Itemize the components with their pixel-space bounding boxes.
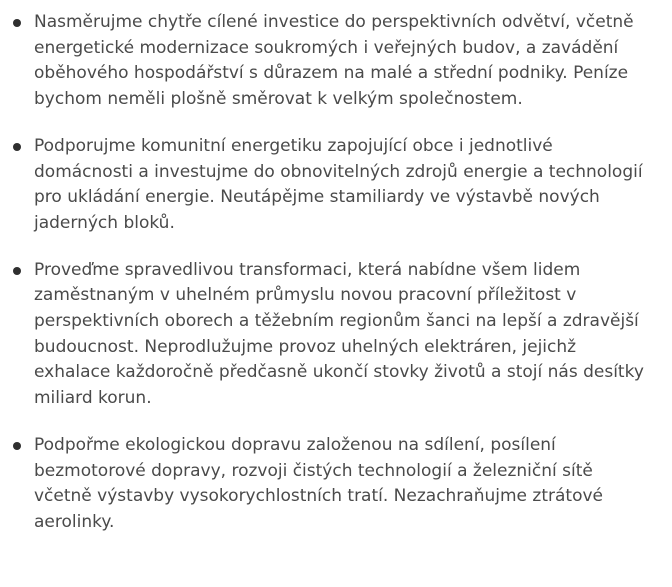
list-item-text: Podporujme komunitní energetiku zapojující obce i jednotlivé domácnosti a investujme do obnovitelných zdrojů energie a technologií pro ukládání energie. Neutápějme stamiliardy ve výstavbě nových jaderných bloků. [34,135,643,233]
bullet-dot-icon [13,19,21,27]
list-item-text: Proveďme spravedlivou transformaci, která nabídne všem lidem zaměstnaným v uhelném průmyslu novou pracovní příležitost v perspektivních oborech a těžebním regionům šanci na lepší a zdravější budoucnost. Neprodlužujme provoz uhelných elektráren, jejichž exhalace každoročně předčasně ukončí stovky životů a stojí nás desítky miliard korun. [34,259,644,409]
bullet-dot-icon [13,267,21,275]
list-item [10,10,644,113]
bullet-list [10,10,644,536]
bullet-dot-icon [13,442,21,450]
list-item-text: Podpořme ekologickou dopravu založenou na sdílení, posílení bezmotorové dopravy, rozvoji čistých technologií a železniční sítě včetně výstavby vysokorychlostních tratí. Nezachraňujme ztrátové aerolinky. [34,434,603,532]
list-item [10,134,644,237]
list-item [10,433,644,536]
bullet-dot-icon [13,143,21,151]
list-item [10,258,644,412]
list-item-text: Nasměrujme chytře cílené investice do perspektivních odvětví, včetně energetické modernizace soukromých i veřejných budov, a zavádění oběhového hospodářství s důrazem na malé a střední podniky. Peníze bychom neměli plošně směrovat k velkým společnostem. [34,12,634,110]
